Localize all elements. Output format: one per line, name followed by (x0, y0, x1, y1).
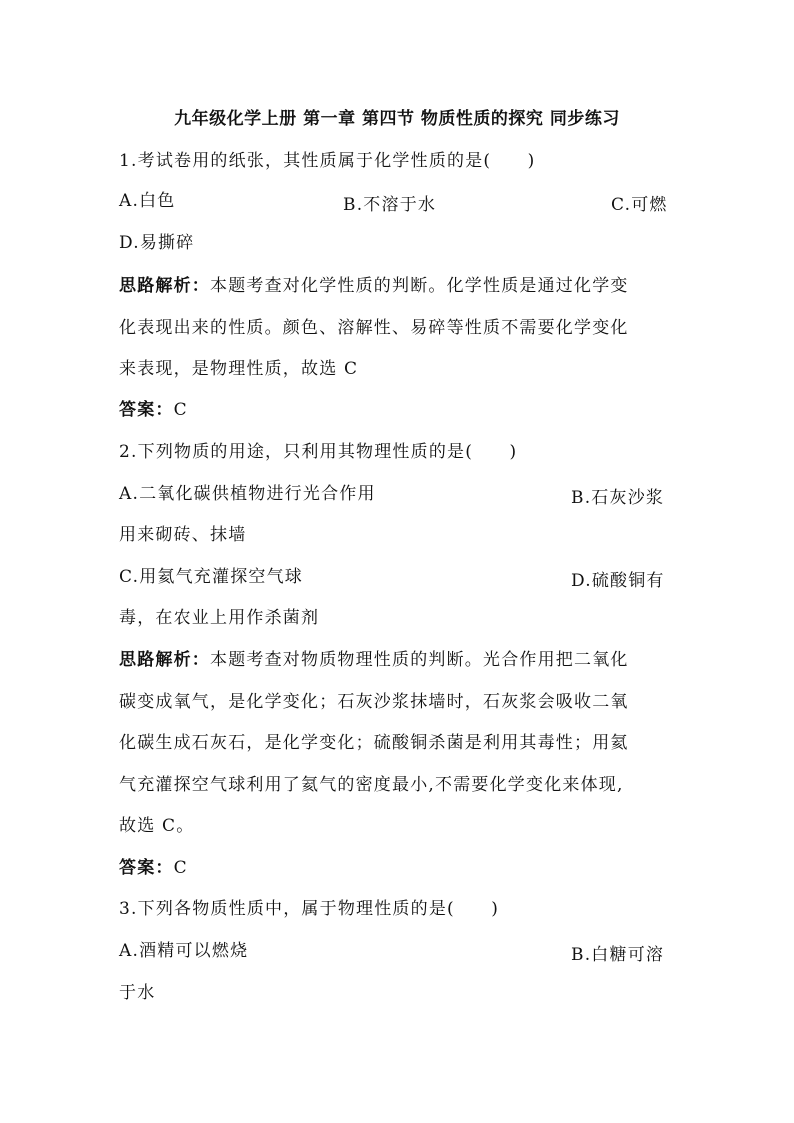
answer-label: 答案： (119, 858, 174, 878)
question-2-analysis-line-1 (119, 649, 679, 671)
question-1-analysis-line-1 (119, 275, 679, 297)
question-2-answer (119, 857, 679, 879)
question-2-stem: 2.下列物质的用途，只利用其物理性质的是( ) (119, 442, 518, 462)
question-1-analysis-line-3: 来表现，是物理性质，故选 C (119, 359, 359, 379)
question-1-option-d: D.易撕碎 (119, 233, 195, 253)
question-1-answer (119, 399, 679, 421)
question-1-stem: 1.考试卷用的纸张，其性质属于化学性质的是( ) (119, 151, 536, 171)
question-1-analysis-line-2: 化表现出来的性质。颜色、溶解性、易碎等性质不需要化学变化 (119, 318, 629, 338)
page-title: 九年级化学上册 第一章 第四节 物质性质的探究 同步练习 (174, 109, 620, 129)
question-1-option-a: A.白色 (119, 191, 176, 211)
question-2-option-a: A.二氧化碳供植物进行光合作用 (119, 484, 376, 504)
question-2-option-d-part2: 毒，在农业上用作杀菌剂 (119, 608, 320, 628)
question-2-option-c: C.用氦气充灌探空气球 (119, 567, 304, 587)
question-2-analysis-line-4: 气充灌探空气球利用了氦气的密度最小,不需要化学变化来体现, (119, 775, 624, 795)
analysis-text: 本题考查对物质物理性质的判断。光合作用把二氧化 (210, 650, 629, 670)
analysis-text: 本题考查对化学性质的判断。化学性质是通过化学变 (210, 276, 629, 296)
question-2-option-b-part2: 用来砌砖、抹墙 (119, 525, 247, 545)
question-2-analysis-line-2: 碳变成氧气，是化学变化；石灰沙浆抹墙时，石灰浆会吸收二氧 (119, 692, 629, 712)
question-3-option-b-part2: 于水 (119, 983, 156, 1003)
question-2-option-d-part1: D.硫酸铜有 (571, 571, 665, 591)
question-1-option-b: B.不溶于水 (343, 195, 437, 215)
analysis-label: 思路解析： (119, 276, 210, 296)
analysis-label: 思路解析： (119, 650, 210, 670)
answer-label: 答案： (119, 400, 174, 420)
question-3-stem: 3.下列各物质性质中，属于物理性质的是( ) (119, 899, 500, 919)
answer-value: C (173, 400, 188, 420)
question-2-analysis-line-3: 化碳生成石灰石，是化学变化；硫酸铜杀菌是利用其毒性；用氦 (119, 733, 629, 753)
question-2-option-b-part1: B.石灰沙浆 (571, 488, 665, 508)
question-2-analysis-line-5: 故选 C。 (119, 816, 195, 836)
answer-value: C (173, 858, 188, 878)
question-1-option-c: C.可燃 (611, 195, 668, 215)
question-3-option-b-part1: B.白糖可溶 (571, 945, 665, 965)
question-3-option-a: A.酒精可以燃烧 (119, 941, 249, 961)
